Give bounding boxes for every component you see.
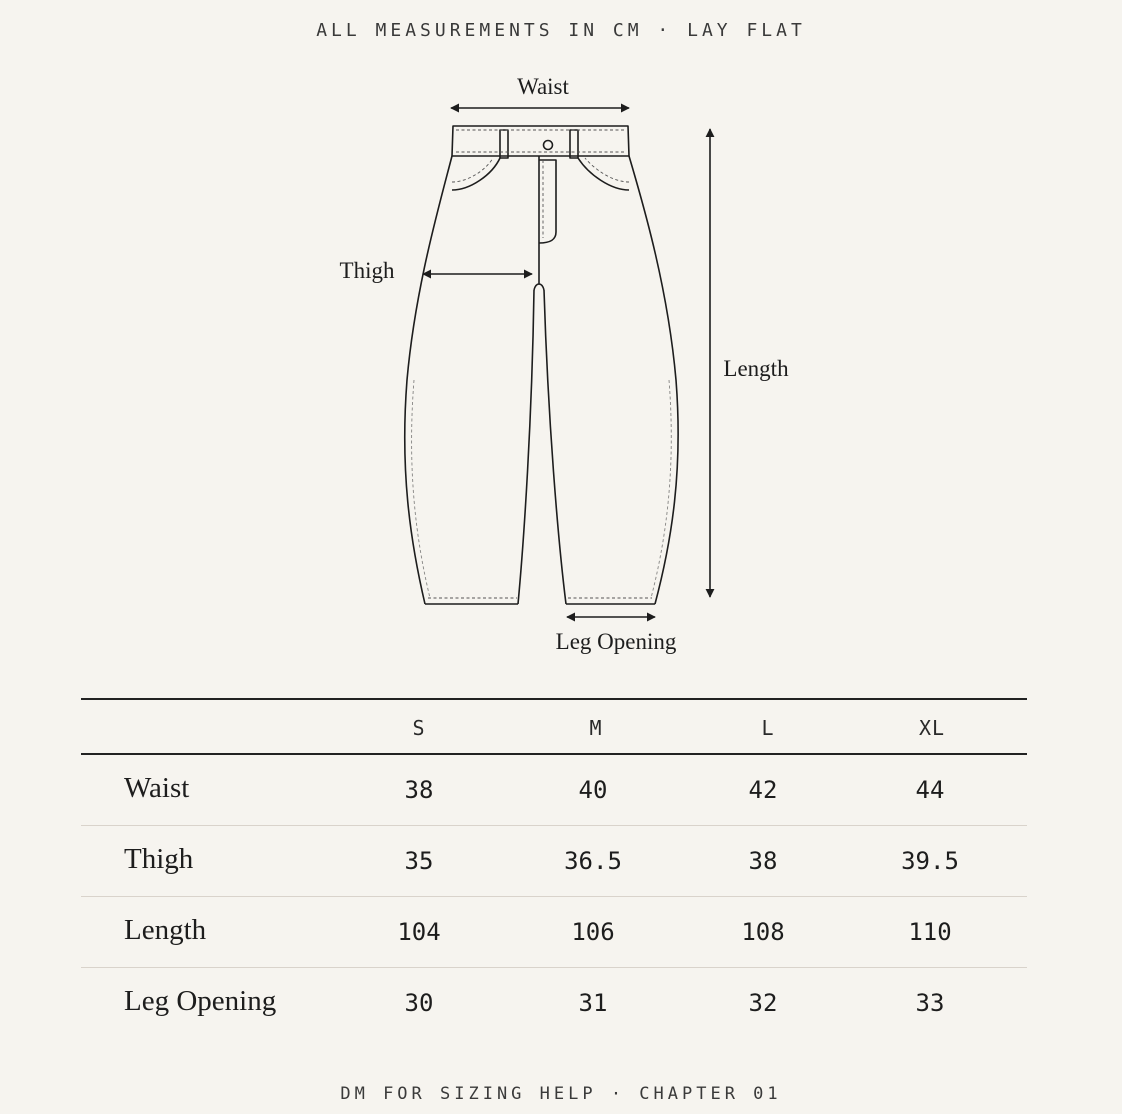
table-cell: 38	[748, 847, 778, 875]
leg-opening-label: Leg Opening	[555, 629, 677, 654]
header-caption: ALL MEASUREMENTS IN CM · LAY FLAT	[316, 20, 806, 41]
length-label: Length	[723, 356, 789, 381]
table-cell: 30	[404, 989, 434, 1017]
size-table	[81, 698, 1027, 1038]
table-cell: 38	[404, 776, 434, 804]
row-label: Leg Opening	[124, 985, 277, 1017]
table-cell: 31	[578, 989, 608, 1017]
table-row-leg-opening	[81, 968, 1027, 1038]
table-row-length	[81, 897, 1027, 967]
table-cell: 36.5	[564, 847, 622, 875]
table-cell: 42	[748, 776, 778, 804]
table-cell: 33	[915, 989, 945, 1017]
table-cell: 44	[915, 776, 945, 804]
row-label: Length	[124, 914, 207, 946]
table-cell: 108	[741, 918, 785, 946]
row-label: Waist	[124, 772, 190, 804]
table-header-row	[81, 700, 1027, 753]
table-cell: 35	[404, 847, 434, 875]
size-header-m: M	[589, 716, 603, 740]
table-cell: 32	[748, 989, 778, 1017]
pants-stitching	[412, 130, 672, 598]
waist-label: Waist	[517, 74, 569, 99]
footer-caption: DM FOR SIZING HELP · CHAPTER 01	[340, 1084, 782, 1104]
table-row-thigh	[81, 826, 1027, 896]
table-cell: 40	[578, 776, 608, 804]
table-cell: 104	[397, 918, 441, 946]
size-header-l: L	[761, 716, 775, 740]
table-cell: 39.5	[901, 847, 959, 875]
thigh-label: Thigh	[339, 258, 395, 283]
table-cell: 106	[571, 918, 615, 946]
table-row-waist	[81, 755, 1027, 825]
pants-illustration	[405, 126, 678, 604]
table-cell: 110	[908, 918, 952, 946]
size-header-s: S	[412, 716, 426, 740]
row-label: Thigh	[124, 843, 194, 875]
size-header-xl: XL	[918, 716, 946, 740]
